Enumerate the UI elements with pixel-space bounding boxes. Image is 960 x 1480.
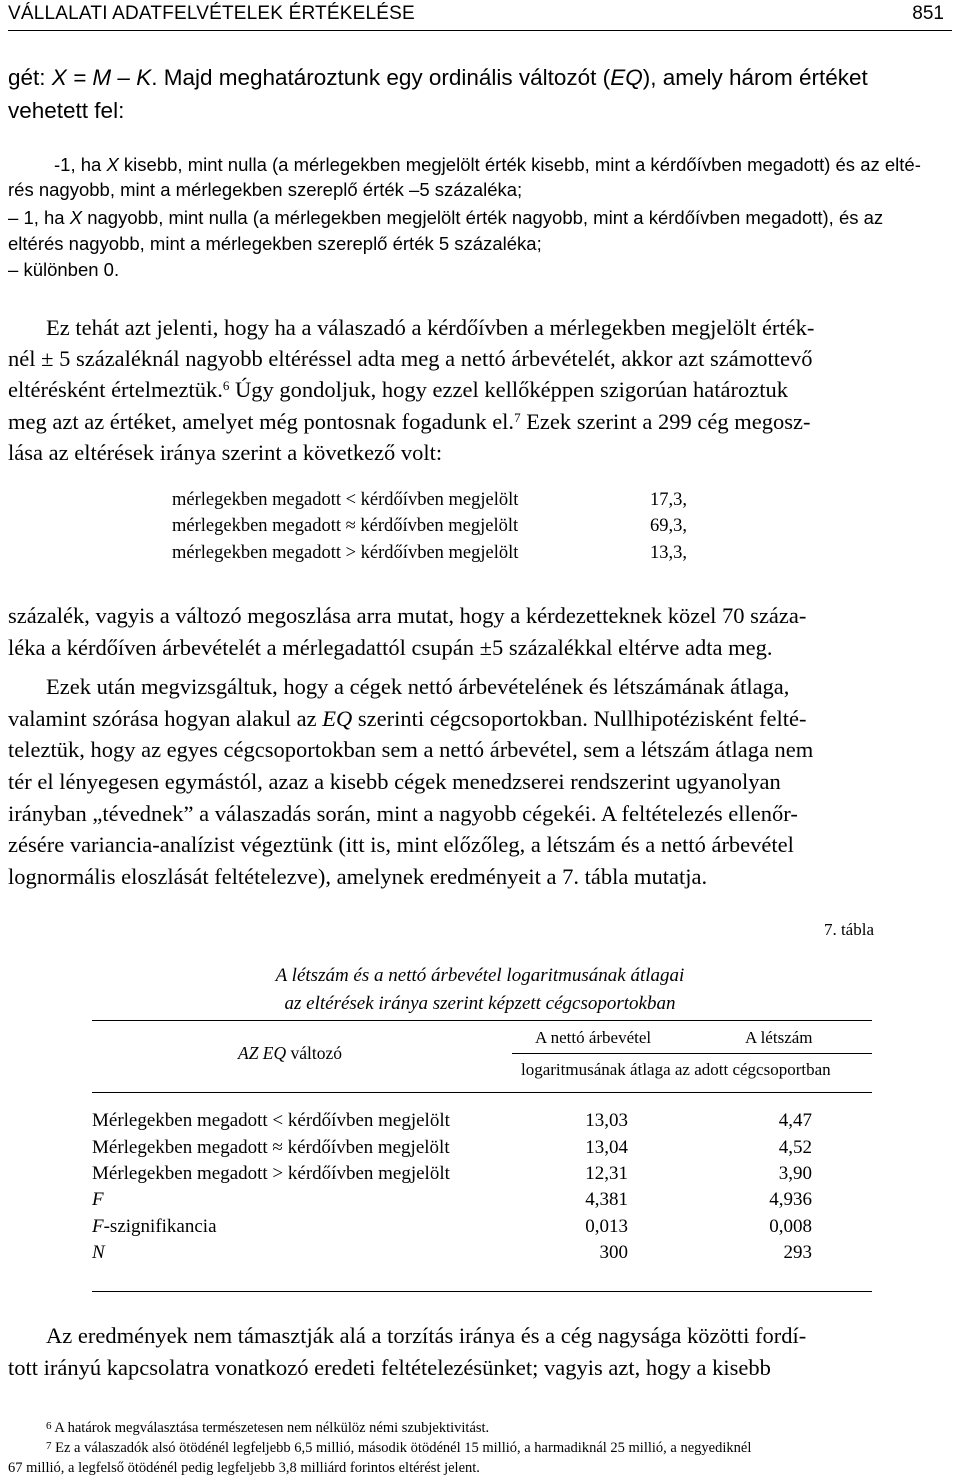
table-header-inner-rule (512, 1053, 872, 1054)
list-item-minus-one: -1, ha X kisebb, mint nulla (a mérlegekben megjelölt érték kisebb, mint a kérdőívben megadott) és az elté- (54, 154, 921, 175)
para2-line-2: léka a kérdőíven árbevételét a mérlegadattól csupán ±5 százalékkal eltérve adta meg. (8, 635, 773, 660)
table-cell-headcount: 293 (783, 1242, 812, 1263)
footnote-ref-7: 7 (514, 410, 521, 425)
table-cell-headcount: 0,008 (769, 1216, 812, 1237)
table-cell-revenue: 0,013 (585, 1216, 628, 1237)
para3-line-6: zésére variancia-analízist végeztünk (itt is, mint előzőleg, a létszám és a nettó árbevétel (8, 832, 794, 857)
table-row-label: F (92, 1189, 104, 1210)
para1-line-4: meg azt az értéket, amelyet még pontosnak fogadunk el.$^7$ Ezek szerint a 299 cég megosz- (8, 409, 811, 434)
para1-line-2: nél ± 5 százaléknál nagyobb eltéréssel adta meg a nettó árbevételét, akkor azt számottevő (8, 346, 813, 371)
table-cell-revenue: 13,04 (585, 1137, 628, 1158)
table-col-header-headcount: A létszám (745, 1028, 813, 1047)
para4-line-1: Az eredmények nem támasztják alá a torzítás iránya és a cég nagysága közötti fordí- (46, 1323, 807, 1348)
table-cell-headcount: 3,90 (778, 1163, 812, 1184)
distribution-label-2: mérlegekben megadott ≈ kérdőívben megjelölt (172, 516, 519, 536)
table-cell-revenue: 4,381 (585, 1189, 628, 1210)
table-top-rule (92, 1020, 872, 1021)
table-caption-line-2: az eltérések iránya szerint képzett cégcsoportokban (284, 993, 676, 1014)
intro-line-2: vehetett fel: (8, 98, 125, 123)
table-row-label: Mérlegekben megadott > kérdőívben megjelölt (92, 1163, 450, 1184)
table-cell-revenue: 13,03 (585, 1110, 628, 1131)
footnote-ref-6: 6 (222, 378, 230, 393)
para1-line-3: eltérésként értelmeztük.$^6$ Úgy gondoljuk, hogy ezzel kellőképpen szigorúan határoztuk (8, 377, 788, 402)
table-row-label: Mérlegekben megadott ≈ kérdőívben megjelölt (92, 1137, 450, 1158)
para3-line-5: irányban „tévednek” a válaszadás során, mint a nagyobb cégekéi. A feltételezés ellenőr- (8, 801, 798, 826)
distribution-value-3: 13,3, (650, 543, 687, 563)
table-stub-header: AZ EQ változó (238, 1043, 343, 1063)
para4-line-2: tott irányú kapcsolatra vonatkozó eredeti feltételezésünket; vagyis azt, hogy a kisebb (8, 1355, 771, 1380)
para3-line-7: lognormális eloszlását feltételezve), amelynek eredményeit a 7. tábla mutatja. (8, 864, 708, 889)
list-item-plus-one-cont: eltérés nagyobb, mint a mérlegekben szereplő érték 5 százaléka; (8, 233, 542, 254)
para2-line-1: százalék, vagyis a változó megoszlása arra mutat, hogy a kérdezetteknek közel 70 száza- (8, 603, 807, 628)
table-cell-headcount: 4,47 (778, 1110, 812, 1131)
distribution-value-2: 69,3, (650, 516, 687, 536)
table-row-label: N (92, 1242, 105, 1263)
table-col-header-revenue: A nettó árbevétel (535, 1028, 652, 1047)
footnote-7: $^7$ Ez a válaszadók alsó ötödénél legfeljebb 6,5 millió, második ötödénél 15 millió, a harmadiknál 25 millió, a negyediknél (46, 1440, 752, 1456)
distribution-value-1: 17,3, (650, 490, 687, 510)
table-spanning-header: logaritmusának átlaga az adott cégcsoportban (521, 1060, 831, 1079)
page-number: 851 (912, 3, 944, 24)
table-row-label: Mérlegekben megadott < kérdőívben megjelölt (92, 1110, 450, 1131)
distribution-label-3: mérlegekben megadott > kérdőívben megjelölt (172, 543, 519, 563)
table-cell-headcount: 4,52 (778, 1137, 812, 1158)
footnote-6: $^6$ A határok megválasztása természetesen nem nélkülöz némi szubjektivitást. (46, 1420, 490, 1436)
list-item-plus-one: – 1, ha X nagyobb, mint nulla (a mérlegekben megjelölt érték nagyobb, mint a kérdőívben megadott), és az (8, 207, 884, 228)
table-cell-revenue: 12,31 (585, 1163, 628, 1184)
table-cell-headcount: 4,936 (769, 1189, 812, 1210)
running-head (8, 0, 952, 31)
table-cell-revenue: 300 (599, 1242, 628, 1263)
list-item-zero: – különben 0. (8, 259, 120, 280)
table-bottom-rule (92, 1291, 872, 1292)
para3-line-2: valamint szórása hogyan alakul az EQ szerinti cégcsoportokban. Nullhipotézisként felté- (8, 706, 807, 731)
table-caption-line-1: A létszám és a nettó árbevétel logaritmusának átlagai (275, 965, 685, 986)
list-item-minus-one-cont: rés nagyobb, mint a mérlegekben szereplő érték –5 százaléka; (8, 179, 523, 200)
para1-line-1: Ez tehát azt jelenti, hogy ha a válaszadó a kérdőívben a mérlegekben megjelölt érték- (46, 315, 815, 340)
para3-line-1: Ezek után megvizsgáltuk, hogy a cégek nettó árbevételének és létszámának átlaga, (46, 674, 790, 699)
footnote-7-cont: 67 millió, a legfelső ötödénél pedig legfeljebb 3,8 milliárd forintos eltérést jelent. (8, 1460, 480, 1476)
table-row-label: F-szignifikancia (92, 1216, 217, 1237)
table-header-bottom-rule (92, 1092, 872, 1093)
para3-line-4: tér el lényegesen egymástól, azaz a kisebb cégek menedzserei rendszerint ugyanolyan (8, 769, 781, 794)
distribution-label-1: mérlegekben megadott < kérdőívben megjelölt (172, 490, 519, 510)
table-number: 7. tábla (823, 920, 874, 939)
para3-line-3: teleztük, hogy az egyes cégcsoportokban sem a nettó árbevétel, sem a létszám átlaga nem (8, 737, 814, 762)
para1-line-5: lása az eltérések iránya szerint a következő volt: (8, 440, 443, 465)
running-head-title: VÁLLALATI ADATFELVÉTELEK ÉRTÉKELÉSE (8, 3, 415, 24)
intro-line-1: gét: X = M – K. Majd meghatároztunk egy ordinális változót (EQ), amely három értéket (8, 65, 868, 90)
